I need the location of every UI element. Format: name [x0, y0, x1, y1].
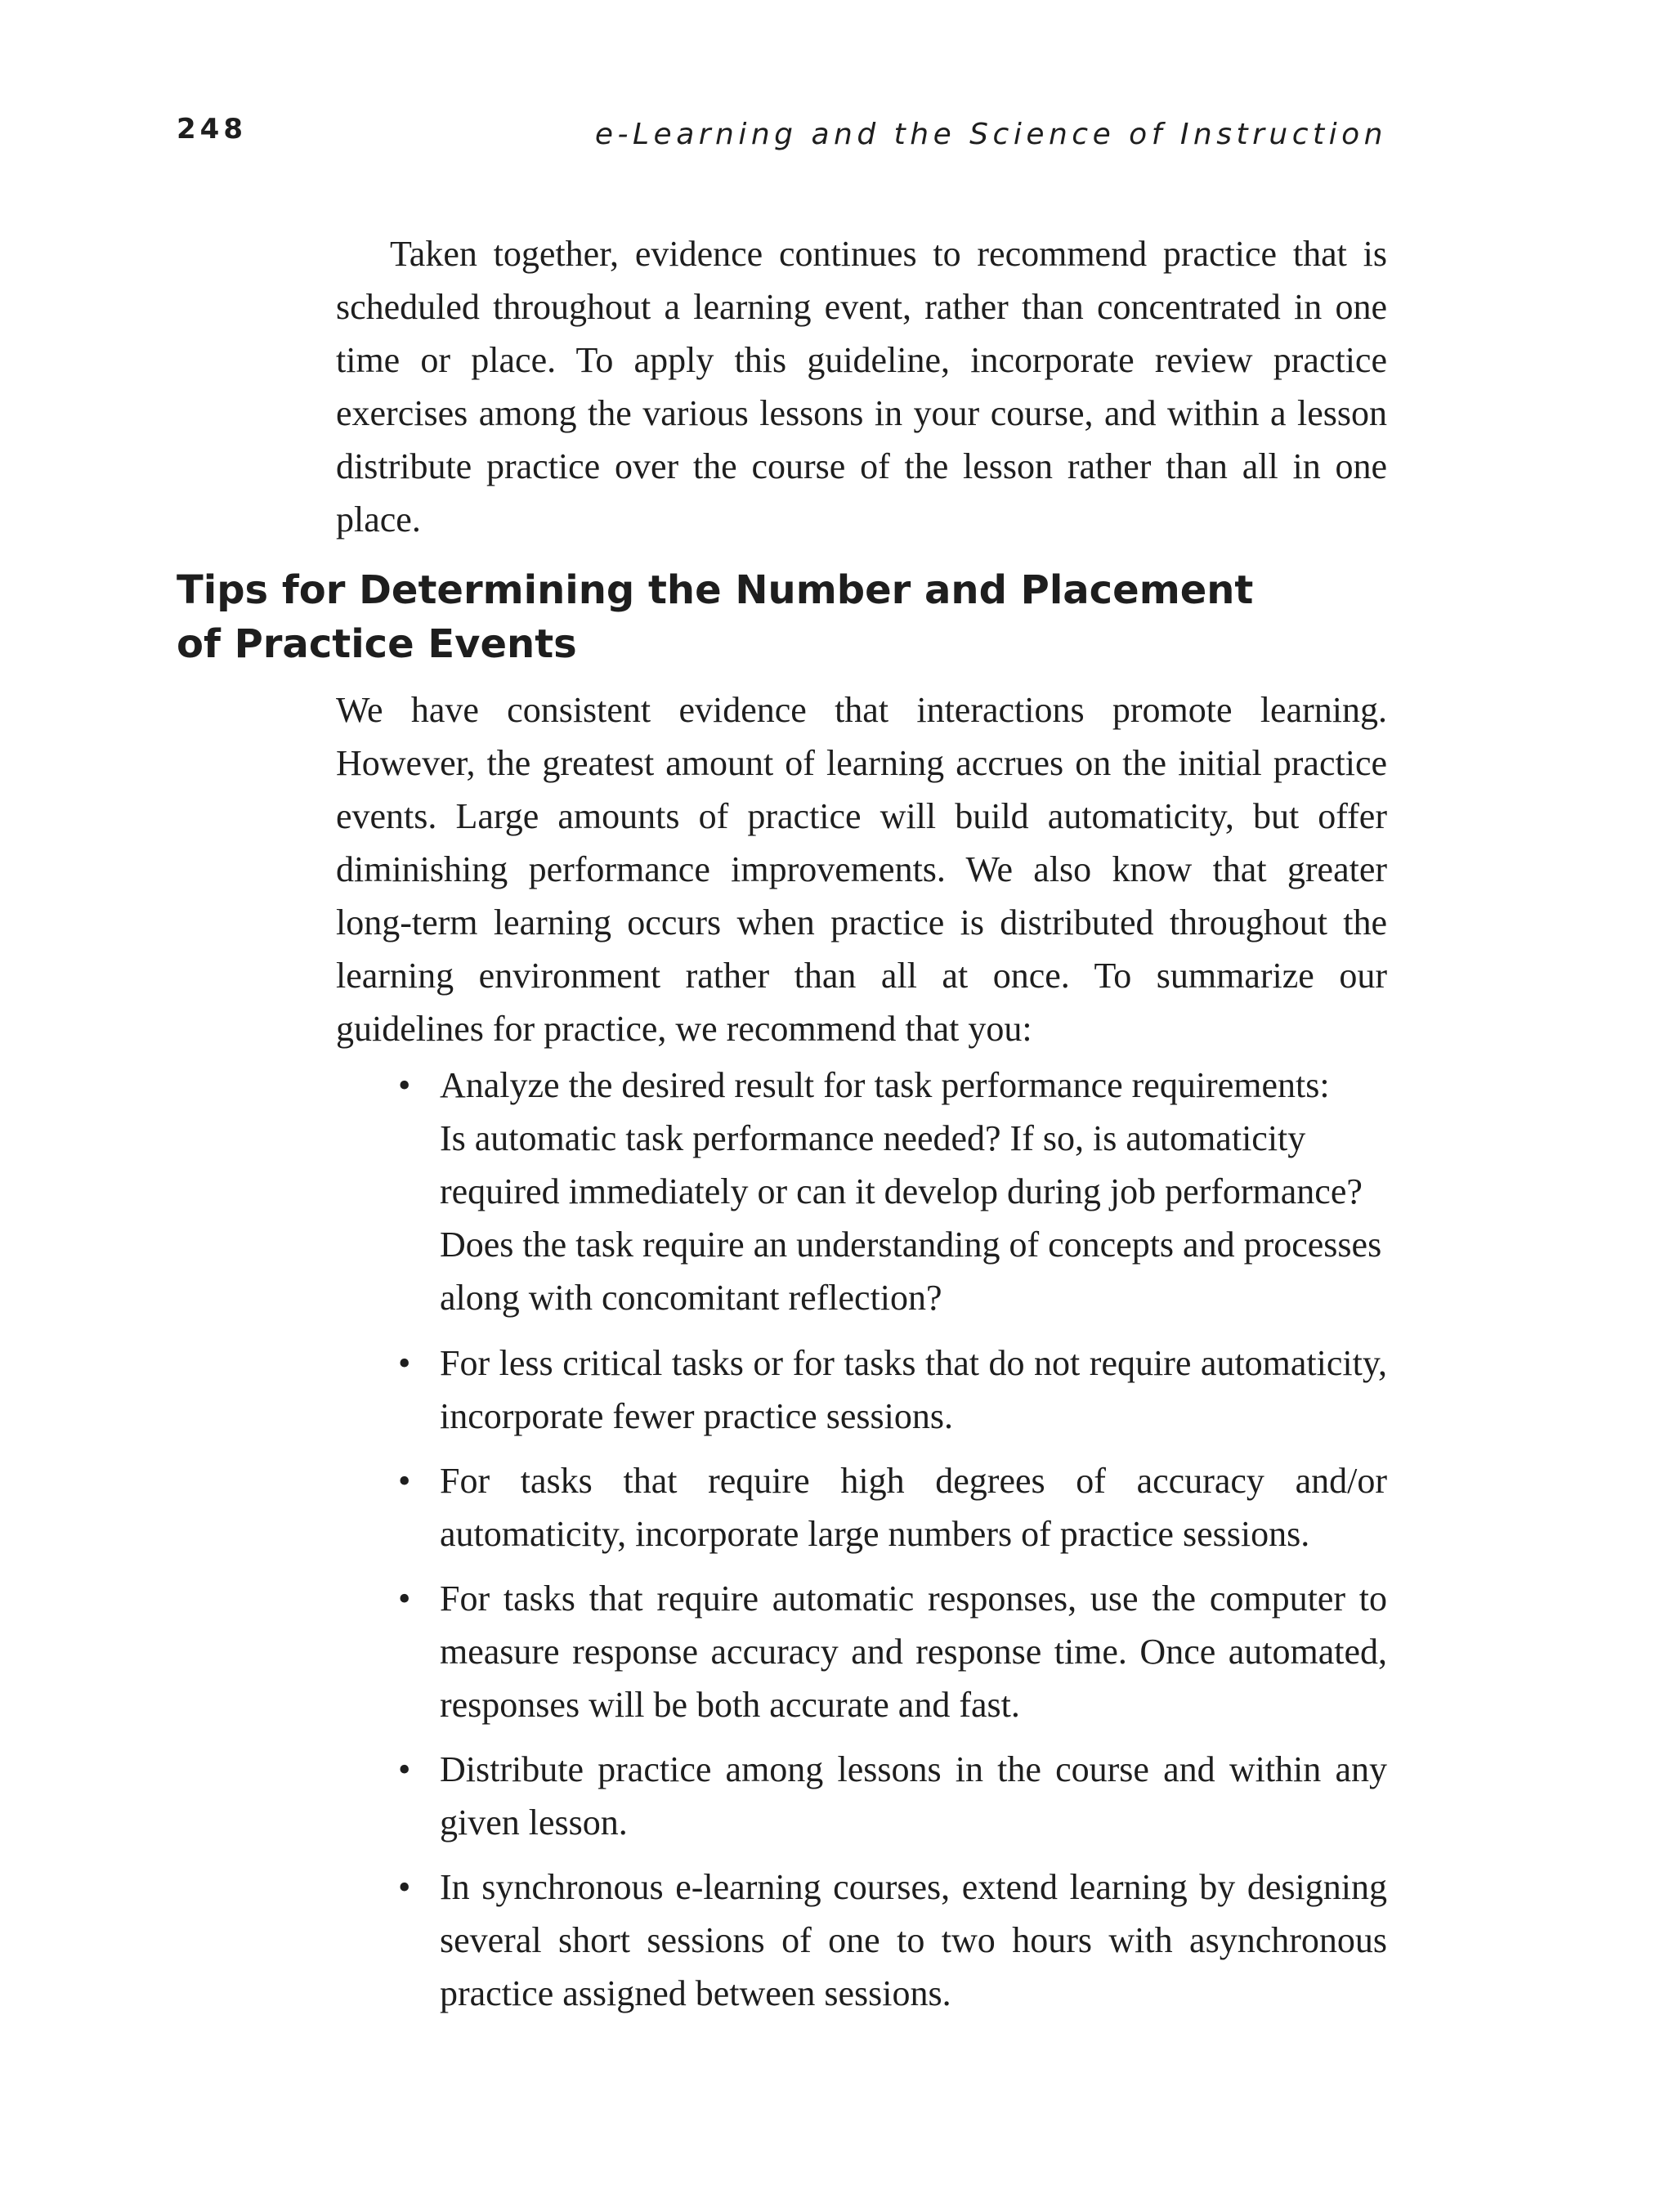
section-paragraph: We have consistent evidence that interactions promote learning. However, the greatest amount of learning accrues on the initial practice events. Large amounts of practice will build automaticity, but offer diminishing performance improvements. We also know that greater long-term learning occurs when practice is distributed throughout the learning environment rather than all at once. To summarize our guidelines for practice, we recommend that you: — [336, 690, 1387, 1049]
tip-line: Does the task require an understanding of concepts and processes — [440, 1225, 1382, 1265]
bullet-icon: • — [398, 1867, 411, 1907]
tip-text: For tasks that require high degrees of accuracy and/or automaticity, incorporate large numbers of practice sessions. — [440, 1461, 1387, 1554]
tip-line: along with concomitant reflection? — [440, 1278, 942, 1318]
tip-text: In synchronous e-learning courses, extend learning by designing several short sessions of one to two hours with asynchronous practice assigned between sessions. — [440, 1867, 1387, 2013]
bullet-icon: • — [398, 1578, 411, 1619]
bullet-icon: • — [398, 1065, 411, 1105]
list-item — [336, 1572, 1387, 1731]
running-head: e-Learning and the Science of Instruction — [594, 118, 1387, 151]
page-number: 248 — [177, 113, 247, 146]
tip-line: required immediately or can it develop during job performance? — [440, 1171, 1363, 1211]
tip-line: Is automatic task performance needed? If so, is automaticity — [440, 1118, 1306, 1158]
section-heading — [177, 563, 1321, 671]
section-heading-line-1: Tips for Determining the Number and Placement — [177, 567, 1254, 613]
bullet-icon: • — [398, 1461, 411, 1501]
bullet-icon: • — [398, 1343, 411, 1383]
tip-text: For tasks that require automatic responses, use the computer to measure response accuracy and response time. Once automated, responses will be both accurate and fast. — [440, 1578, 1387, 1725]
section-heading-line-2: of Practice Events — [177, 621, 577, 667]
list-item — [336, 1454, 1387, 1560]
tip-text: Distribute practice among lessons in the course and within any given lesson. — [440, 1749, 1387, 1843]
bullet-icon: • — [398, 1749, 411, 1789]
list-item — [336, 1743, 1387, 1849]
list-item — [336, 1337, 1387, 1443]
tip-text: For less critical tasks or for tasks that do not require automaticity, incorporate fewer practice sessions. — [440, 1343, 1387, 1436]
tip-line: Analyze the desired result for task performance requirements: — [440, 1065, 1330, 1105]
intro-paragraph: Taken together, evidence continues to recommend practice that is scheduled throughout a learning event, rather than concentrated in one time or place. To apply this guideline, incorporate review practice exercises among the various lessons in your course, and within a lesson distribute practice over the course of the lesson rather than all in one place. — [336, 234, 1387, 540]
list-item — [336, 1059, 1387, 1324]
tips-list — [336, 1059, 1387, 2020]
list-item — [336, 1860, 1387, 2020]
